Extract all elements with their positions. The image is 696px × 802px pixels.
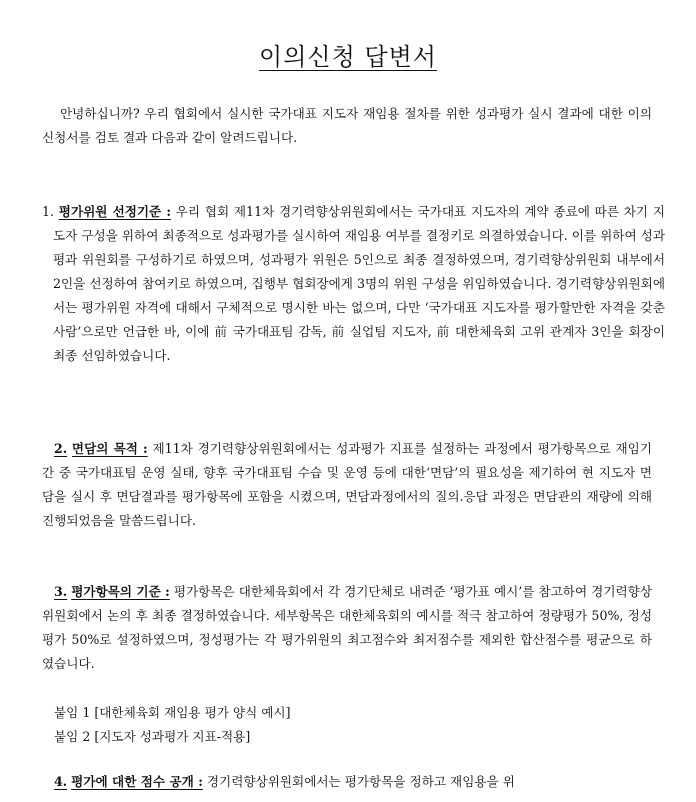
section-2-heading: 면담의 목적 : bbox=[71, 441, 148, 456]
section-1-heading: 평가위원 선정기준 : bbox=[58, 204, 171, 219]
section-4 bbox=[42, 770, 652, 794]
section-4-body: 경기력향상위원회에서는 평가항목을 정하고 재임용을 위 bbox=[206, 774, 515, 789]
section-3-body: 평가항목은 대한체육회에서 각 경기단체로 내려준 ‘평가표 예시’를 참고하여 경기력향상위원회에서 논의 후 최종 결정하였습니다. 세부항목은 대한체육회의 예시를 적극 참고하여 정량평가 50%, 정성평가 50%로 설정하였으며, 정성평가는 각 평가위원의 최고점수와 최저점수를 제외한 합산점수를 평균으로 하였습니다. bbox=[42, 584, 652, 671]
section-2-number: 2. bbox=[54, 441, 68, 456]
section-3-number: 3. bbox=[54, 584, 68, 599]
section-2-body: 제11차 경기력향상위원회에서는 성과평가 지표를 설정하는 과정에서 평가항목으로 재임기간 중 국가대표팀 운영 실태, 향후 국가대표팀 수습 및 운영 등에 대한‘면담’의 필요성을 제기하여 현 지도자 면담을 실시 후 면담결과를 평가항목에 포함을 시켰으며, 면담과정에서의 질의.응답 과정은 면담관의 재량에 의해 진행되었음을 말씀드립니다. bbox=[42, 441, 652, 528]
attachment-1: 붙임 1 [대한체육회 재임용 평가 양식 예시] bbox=[54, 705, 291, 720]
section-3-heading: 평가항목의 기준 : bbox=[71, 584, 170, 599]
section-4-number: 4. bbox=[54, 774, 68, 789]
document-title: 이의신청 답변서 bbox=[259, 43, 437, 71]
attachment-2: 붙임 2 [지도자 성과평가 지표-적용] bbox=[54, 729, 251, 744]
section-4-heading: 평가에 대한 점수 공개 : bbox=[71, 774, 203, 789]
section-3 bbox=[42, 580, 652, 676]
section-1-body: 우리 협회 제11차 경기력향상위원회에서는 국가대표 지도자의 계약 종료에 따른 차기 지도자 구성을 위하여 최종적으로 성과평가를 실시하여 재임용 여부를 결정키로 의결하였습니다. 이를 위하여 성과평과 위원회를 구성하기로 하였으며, 성과평가 위원은 5인으로 최종 결정하였으며, 경기력향상위원회 내부에서 2인을 선정하여 참여키로 하였으며, 집행부 협회장에게 3명의 위원 구성을 위임하였습니다. 경기력향상위원회에서는 평가위원 자격에 대해서 구체적으로 명시한 바는 없으며, 다만 ‘국가대표 지도자를 평가할만한 자격을 갖춘 사람’으로만 언급한 바, 이에 前 국가대표팀 감독, 前 실업팀 지도자, 前 대한체육회 고위 관계자 3인을 회장이 최종 선임하였습니다. bbox=[53, 204, 665, 363]
section-1-number: 1. bbox=[42, 204, 55, 219]
section-1 bbox=[42, 200, 665, 368]
section-2 bbox=[42, 437, 652, 533]
intro-paragraph: 안녕하십니까? 우리 협회에서 실시한 국가대표 지도자 재임용 절차를 위한 성과평가 실시 결과에 대한 이의신청서를 검토 결과 다음과 같이 알려드립니다. bbox=[42, 106, 652, 145]
